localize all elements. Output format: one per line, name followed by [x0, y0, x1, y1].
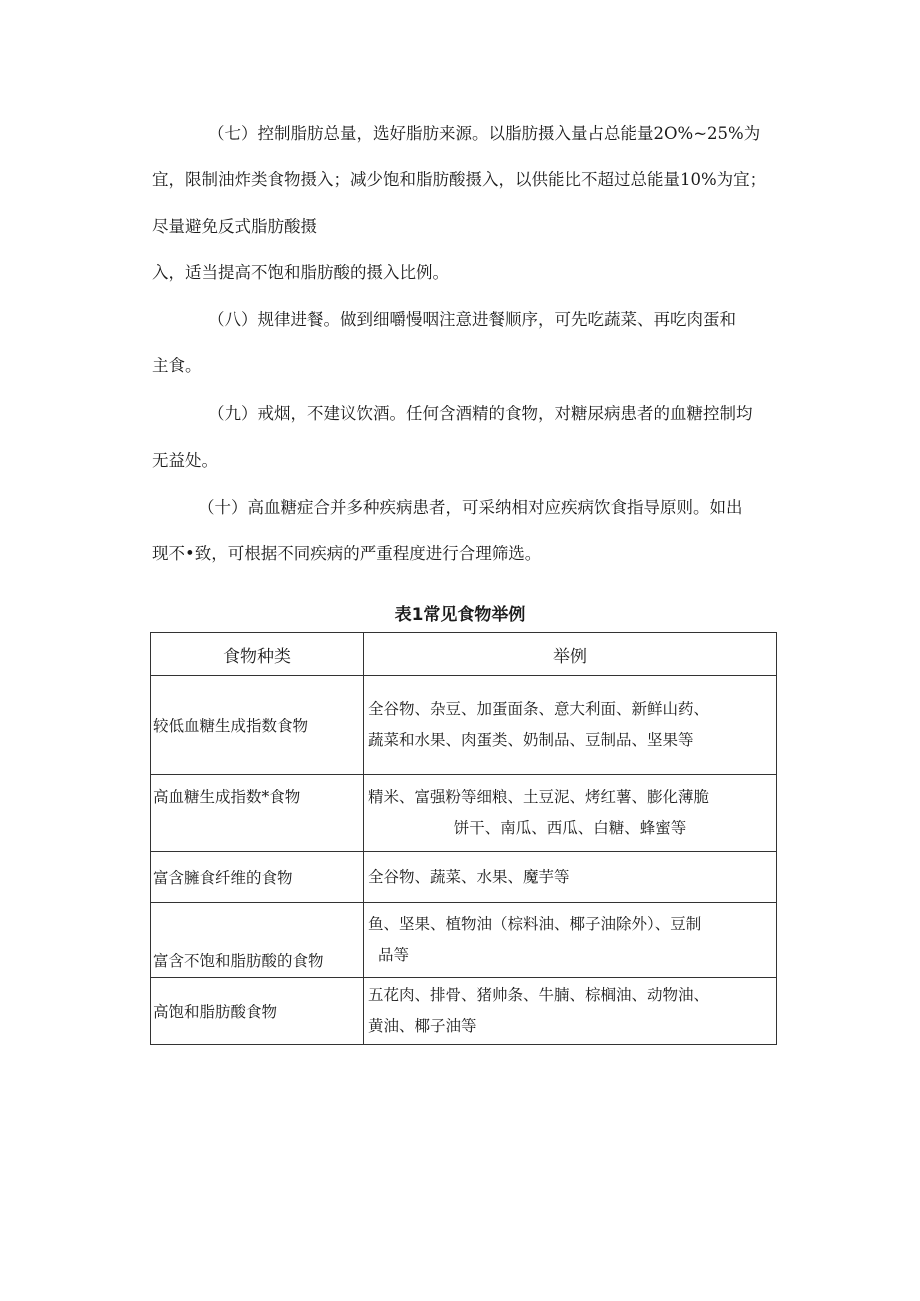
paragraph-10-line-1: （十）高血糖症合并多种疾病患者，可采纳相对应疾病饮食指导原则。如出: [198, 498, 743, 517]
example-line: 精米、富强粉等细粮、土豆泥、烤红薯、膨化薄脆: [368, 788, 710, 806]
paragraph-8-line-2: 主食。: [152, 356, 202, 375]
table-row: [151, 978, 777, 1045]
table-row: [151, 775, 777, 852]
paragraph-7-line-4: 入，适当提高不饱和脂肪酸的摄入比例。: [152, 263, 449, 282]
row-category: 富含臃食纤维的食物: [151, 852, 364, 903]
table-row: [151, 903, 777, 978]
paragraph-10-line-2: 现不•致，可根据不同疾病的严重程度进行合理筛选。: [152, 544, 542, 563]
row-category: 富含不饱和脂肪酸的食物: [151, 903, 364, 978]
example-line: 全谷物、蔬菜、水果、魔芋等: [368, 867, 570, 886]
paragraph-9-line-1: （九）戒烟，不建议饮酒。任何含酒精的食物，对糖尿病患者的血糖控制均: [208, 404, 753, 423]
example-line: 饼干、南瓜、西瓜、白糖、蜂蜜等: [453, 819, 687, 837]
example-line: 五花肉、排骨、猪帅条、牛腩、棕榈油、动物油、: [368, 986, 710, 1004]
paragraph-7-line-1: （七）控制脂肪总量，选好脂肪来源。以脂肪摄入量占总能量2O%~25%为: [208, 124, 761, 143]
paragraph-7-line-3: 尽量避免反式脂肪酸摄: [152, 217, 317, 236]
row-examples: [364, 978, 777, 1045]
example-line: 黄油、椰子油等: [368, 1017, 477, 1035]
example-line: 蔬菜和水果、肉蛋类、奶制品、豆制品、坚果等: [368, 731, 694, 749]
paragraph-8-line-1: （八）规律进餐。做到细嚼慢咽注意进餐顺序，可先吃蔬菜、再吃肉蛋和: [208, 310, 736, 329]
table-header-row: [151, 633, 777, 676]
row-examples: [364, 852, 777, 903]
header-examples: 举例: [364, 633, 777, 676]
paragraph-7-line-2: 宜，限制油炸类食物摄入；减少饱和脂肪酸摄入，以供能比不超过总能量10%为宜；: [152, 170, 767, 189]
paragraph-9-line-2: 无益处。: [152, 451, 218, 470]
table-row: [151, 676, 777, 775]
row-category: 高饱和脂肪酸食物: [151, 978, 364, 1045]
row-examples: [364, 676, 777, 775]
table-caption: 表1常见食物举例: [394, 605, 526, 625]
row-category: 较低血糖生成指数食物: [151, 676, 364, 775]
row-category: 高血糖生成指数*食物: [151, 775, 364, 852]
row-examples: [364, 903, 777, 978]
example-line: 全谷物、杂豆、加蛋面条、意大利面、新鲜山药、: [368, 700, 710, 718]
food-examples-table: [150, 632, 777, 1045]
example-line: 鱼、坚果、植物油（棕料油、椰子油除外）、豆制: [368, 915, 702, 933]
table-row: [151, 852, 777, 903]
example-line: 品等: [378, 946, 410, 964]
row-examples: [364, 775, 777, 852]
header-food-category: 食物种类: [151, 633, 364, 676]
